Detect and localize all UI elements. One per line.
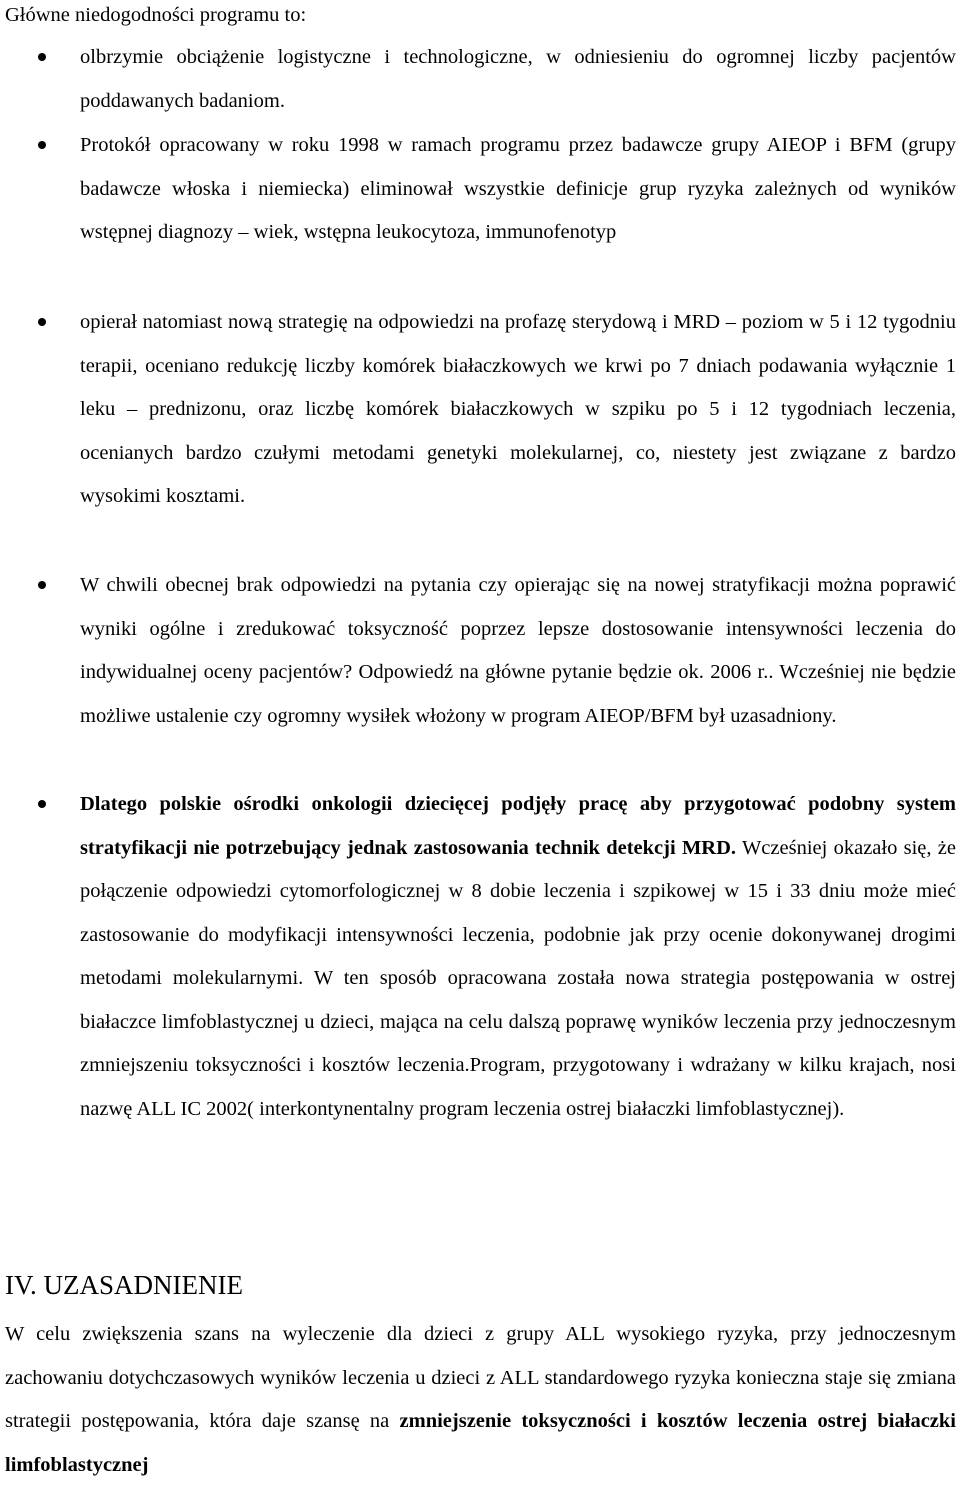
closing-paragraph xyxy=(5,1313,956,1487)
bullet-icon xyxy=(38,581,46,589)
list-item xyxy=(80,124,956,255)
list-item-text: olbrzymie obciążenie logistyczne i technologiczne, w odniesieniu do ogromnej liczby pacjentów poddawanych badaniom. xyxy=(80,46,956,112)
list-item-bold-text: Dlatego polskie ośrodki onkologii dziecięcej podjęły pracę aby przygotować podobny system stratyfikacji nie potrzebujący jednak zastosowania technik detekcji MRD. xyxy=(80,793,956,859)
closing-bold-text: zmniejszenie toksyczności i kosztów leczenia ostrej białaczki limfoblastycznej xyxy=(5,1410,956,1476)
list-item-text: Wcześniej okazało się, że połączenie odpowiedzi cytomorfologicznej w 8 dobie leczenia i szpikowej w 15 i 33 dniu może mieć zastosowanie do modyfikacji intensywności leczenia, podobnie jak przy ocenie dokonywanej drogimi metodami molekularnymi. W ten sposób opracowana została nowa strategia postępowania w ostrej białaczce limfoblastycznej u dzieci, mająca na celu dalszą poprawę wyników leczenia przy jednoczesnym zmniejszeniu toksyczności i kosztów leczenia.Program, przygotowany i wdrażany w kilku krajach, nosi nazwę ALL IC 2002( interkontynentalny program leczenia ostrej białaczki limfoblastycznej). xyxy=(80,836,956,1120)
list-item xyxy=(80,783,956,1131)
intro-text: Główne niedogodności programu to: xyxy=(5,4,307,26)
section-heading: IV. UZASADNIENIE xyxy=(5,1270,243,1300)
list-item-text: Protokół opracowany w roku 1998 w ramach programu przez badawcze grupy AIEOP i BFM (grupy badawcze włoska i niemiecka) eliminował wszystkie definicje grup ryzyka zależnych od wyników wstępnej diagnozy – wiek, wstępna leukocytoza, immunofenotyp xyxy=(80,134,956,243)
bullet-icon xyxy=(38,53,46,61)
list-item xyxy=(80,564,956,738)
list-item-text: opierał natomiast nową strategię na odpowiedzi na profazę sterydową i MRD – poziom w 5 i 12 tygodniu terapii, oceniano redukcję liczby komórek białaczkowych we krwi po 7 dniach podawania wyłącznie 1 leku – prednizonu, oraz liczbę komórek białaczkowych w szpiku po 5 i 12 tygodniach leczenia, ocenianych bardzo czułymi metodami genetyki molekularnej, co, niestety jest związane z bardzo wysokimi kosztami. xyxy=(80,311,956,507)
list-item-text: W chwili obecnej brak odpowiedzi na pytania czy opierając się na nowej stratyfikacji można poprawić wyniki ogólne i zredukować toksyczność poprzez lepsze dostosowanie intensywności leczenia do indywidualnej oceny pacjentów? Odpowiedź na główne pytanie będzie ok. 2006 r.. Wcześniej nie będzie możliwe ustalenie czy ogromny wysiłek włożony w program AIEOP/BFM był uzasadniony. xyxy=(80,574,956,727)
closing-text: W celu zwiększenia szans na wyleczenie dla dzieci z grupy ALL wysokiego ryzyka, przy jednoczesnym zachowaniu dotychczasowych wyników leczenia u dzieci z ALL standardowego ryzyka konieczna staje się zmiana strategii postępowania, która daje szansę na xyxy=(5,1323,956,1432)
bullet-icon xyxy=(38,318,46,326)
list-item xyxy=(80,36,956,123)
bullet-icon xyxy=(38,800,46,808)
list-item xyxy=(80,301,956,519)
bullet-icon xyxy=(38,141,46,149)
